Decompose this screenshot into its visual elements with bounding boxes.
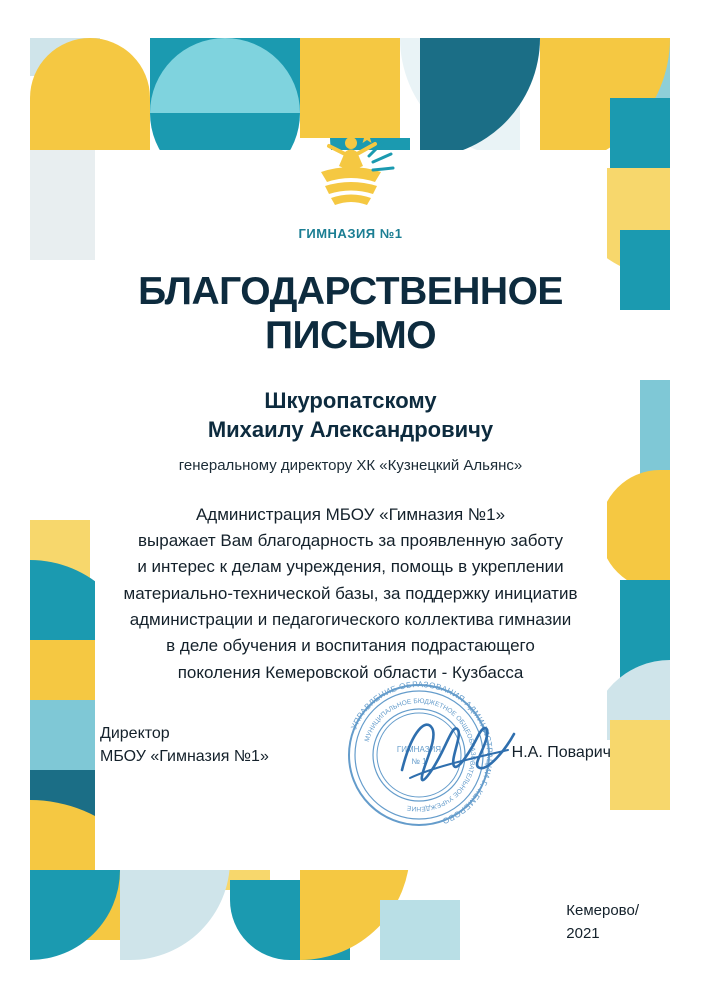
- place-and-date: [566, 900, 639, 945]
- place: Кемерово/: [566, 902, 639, 919]
- svg-text:ГИМНАЗИЯ: ГИМНАЗИЯ: [396, 745, 442, 754]
- svg-text:УПРАВЛЕНИЕ ОБРАЗОВАНИЯ АДМИНИС: УПРАВЛЕНИЕ ОБРАЗОВАНИЯ АДМИНИСТРАЦИИ Г. КЕМЕРОВО: [349, 679, 495, 826]
- signatory-role: [100, 722, 269, 768]
- deco-shape: [610, 720, 670, 810]
- letter-body: [60, 502, 641, 686]
- deco-shape: [380, 900, 460, 960]
- logo-text: ГИМНАЗИЯ №1: [298, 226, 403, 241]
- svg-text:№ 1: № 1: [411, 757, 427, 766]
- deco-shape: [120, 860, 230, 960]
- recipient-position: генеральному директору ХК «Кузнецкий Альянс»: [178, 456, 523, 474]
- signatory-name: Н.А. Поварич: [511, 744, 611, 761]
- deco-shape: [30, 870, 120, 960]
- logo-emblem-icon: [303, 110, 399, 222]
- body-line: и интерес к делам учреждения, помощь в укреплении: [137, 557, 564, 577]
- gymnasium-logo: [0, 110, 701, 241]
- recipient-firstname-patronymic: Михаилу Александровичу: [207, 416, 494, 442]
- title-line-2: ПИСЬМО: [264, 313, 437, 357]
- recipient-name: [60, 387, 641, 444]
- body-line: Администрация МБОУ «Гимназия №1»: [195, 504, 506, 524]
- signatory-role-line-2: МБОУ «Гимназия №1»: [100, 748, 269, 766]
- certificate-content: [60, 270, 641, 686]
- body-line: администрации и педагогического коллектива гимназии: [129, 609, 572, 629]
- recipient-surname: Шкуропатскому: [264, 388, 437, 414]
- signatory-role-line-1: Директор: [100, 725, 170, 742]
- svg-text:МУНИЦИПАЛЬНОЕ БЮДЖЕТНОЕ ОБЩЕОБ: МУНИЦИПАЛЬНОЕ БЮДЖЕТНОЕ ОБЩЕОБРАЗОВАТЕЛЬНОЕ УЧРЕЖДЕНИЕ: [363, 697, 477, 813]
- page-title: [60, 270, 641, 357]
- deco-shape: [640, 380, 670, 480]
- body-line: в деле обучения и воспитания подрастающего: [166, 636, 535, 656]
- handwritten-signature: [392, 700, 522, 800]
- body-line: материально-технической базы, за поддержку инициатив: [123, 583, 578, 603]
- body-line: выражает Вам благодарность за проявленную заботу: [138, 530, 563, 550]
- title-line-1: БЛАГОДАРСТВЕННОЕ: [138, 270, 563, 313]
- body-line: поколения Кемеровской области - Кузбасса: [177, 662, 524, 682]
- year: 2021: [566, 924, 600, 942]
